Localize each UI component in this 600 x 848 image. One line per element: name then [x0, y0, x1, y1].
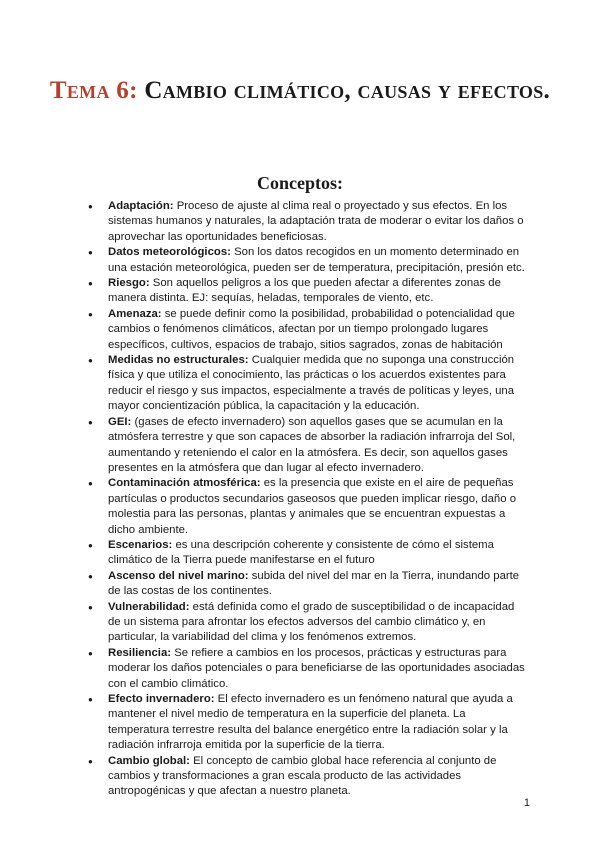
- list-item: [108, 199, 528, 245]
- concept-term: Efecto invernadero:: [108, 693, 215, 705]
- concept-definition: Se refiere a cambios en los procesos, prácticas y estructuras para moderar los daños potenciales o para beneficiarse de las oportunidades asociadas con el cambio climático.: [108, 646, 525, 690]
- list-item: [108, 600, 528, 646]
- list-item: [108, 692, 528, 754]
- concept-term: Contaminación atmosférica:: [108, 477, 261, 490]
- concept-term: Resiliencia:: [108, 646, 172, 659]
- concept-term: Amenaza:: [108, 307, 162, 320]
- concept-term: Datos meteorológicos:: [108, 246, 231, 259]
- concept-term: Ascenso del nivel marino:: [108, 569, 249, 582]
- concepts-list: [108, 199, 528, 800]
- concept-term: Escenarios:: [108, 538, 173, 551]
- concept-term: Vulnerabilidad:: [108, 600, 190, 613]
- list-item: [108, 538, 528, 569]
- concept-definition: Cualquier medida que no suponga una construcción física y que utiliza el conocimiento, las prácticas o los acuerdos existentes para reducir el riesgo y sus impactos, especialmente a través de políticas y leyes, una mayor concientización pública, la capacitación y la educación.: [108, 354, 515, 413]
- section-heading: Conceptos:: [257, 173, 343, 193]
- concept-definition: El efecto invernadero es un fenómeno natural que ayuda a mantener el nivel medio de temperatura en la superficie del planeta. La temperatura terrestre resulta del balance energético entre la radiación solar y la radiación infrarroja emitida por la superficie de la tierra.: [108, 693, 513, 752]
- list-item: [108, 276, 528, 307]
- concept-term: Adaptación:: [108, 200, 174, 212]
- concept-definition: El concepto de cambio global hace referencia al conjunto de cambios y transformaciones a gran escala producto de las actividades antropogénicas y que afectan a nuestro planeta.: [108, 754, 497, 798]
- concept-term: Cambio global:: [108, 754, 190, 767]
- concept-term: GEI:: [108, 415, 132, 428]
- concept-definition: se puede definir como la posibilidad, probabilidad o potencialidad que cambios o fenómenos climáticos, afectan por un tiempo prolongado lugares específicos, cultivos, espacios de trabajo, sitios sagrados, zonas de habitación: [108, 307, 515, 351]
- concept-definition: (gases de efecto invernadero) son aquellos gases que se acumulan en la atmósfera terrestre y que son capaces de absorber la radiación infrarroja del Sol, aumentando y reteniendo el calor en la atmósfera. Es decir, son aquellos gases presentes en la atmósfera que dan lugar al efecto invernadero.: [108, 415, 516, 474]
- concept-definition: subida del nivel del mar en la Tierra, inundando parte de las costas de los continentes.: [108, 569, 520, 598]
- list-item: [108, 415, 528, 477]
- list-item: [108, 754, 528, 800]
- concept-definition: es la presencia que existe en el aire de pequeñas partículas o productos secundarios gaseosos que pueden implicar riesgo, daño o molestia para las personas, plantas y animales que se encuentran expuestas a dicho ambiente.: [108, 477, 516, 536]
- list-item: [108, 476, 528, 538]
- list-item: [108, 353, 528, 415]
- concept-term: Riesgo:: [108, 277, 150, 290]
- concept-definition: Son los datos recogidos en un momento determinado en una estación meteorológica, pueden ser de temperatura, precipitación, presión etc.: [108, 246, 525, 274]
- title-topic-number: Tema 6:: [49, 77, 138, 104]
- concept-definition: está definida como el grado de susceptibilidad o de incapacidad de un sistema para afrontar los efectos adversos del cambio climático y, en particular, la variabilidad del clima y los fenómenos extremos.: [108, 600, 515, 644]
- list-item: [108, 569, 528, 600]
- page-number: 1: [523, 797, 530, 809]
- list-item: [108, 646, 528, 692]
- title-topic-name: Cambio climático, causas y efectos.: [144, 77, 551, 104]
- list-item: [108, 245, 528, 276]
- page-title: [40, 72, 560, 109]
- concept-definition: Proceso de ajuste al clima real o proyectado y sus efectos. En los sistemas humanos y naturales, la adaptación trata de moderar o evitar los daños o aprovechar las oportunidades beneficiosas.: [108, 200, 524, 243]
- concept-definition: Son aquellos peligros a los que pueden afectar a diferentes zonas de manera distinta. EJ: sequías, heladas, temporales de viento, etc.: [108, 277, 501, 305]
- list-item: [108, 307, 528, 353]
- concept-term: Medidas no estructurales:: [108, 354, 249, 367]
- concept-definition: es una descripción coherente y consistente de cómo el sistema climático de la Tierra puede manifestarse en el futuro: [108, 538, 494, 567]
